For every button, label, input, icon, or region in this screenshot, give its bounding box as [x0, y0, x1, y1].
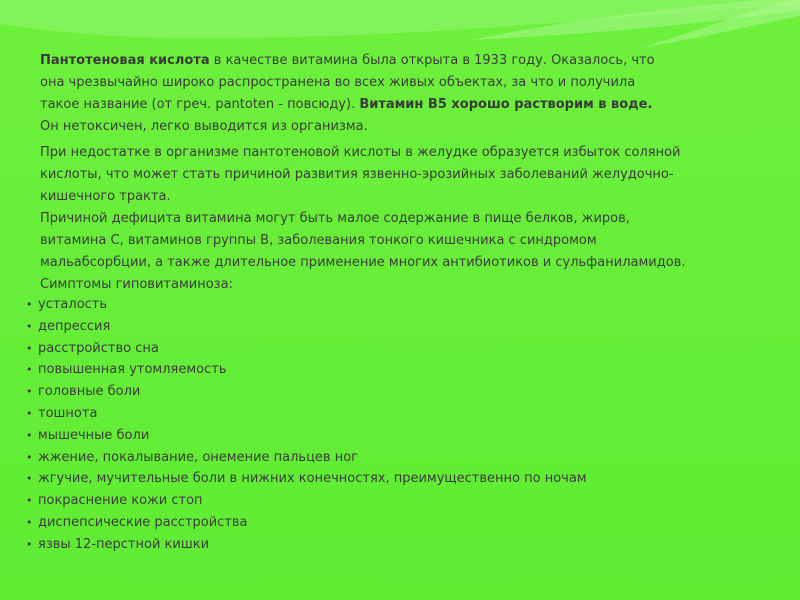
list-item	[26, 534, 587, 556]
list-item	[26, 490, 587, 512]
bullet-icon: •	[26, 428, 33, 442]
intro-line-3	[40, 94, 760, 116]
list-item-text: головные боли	[38, 384, 141, 400]
deficiency-line: При недостатке в организме пантотеновой кислоты в желудке образуется избыток соляной	[40, 145, 681, 160]
deficiency-line: витамина С, витаминов группы В, заболевания тонкого кишечника с синдромом	[40, 233, 597, 248]
intro-line-2: она чрезвычайно широко распространена во всех живых объектах, за что и получила	[40, 75, 636, 90]
list-item-text: жгучие, мучительные боли в нижних конечностях, преимущественно по ночам	[38, 471, 587, 487]
list-item	[26, 403, 587, 425]
list-item	[26, 338, 587, 360]
deficiency-line: кишечного тракта.	[40, 189, 171, 204]
list-item-text: расстройство сна	[38, 340, 159, 356]
bullet-icon: •	[26, 341, 33, 355]
list-item	[26, 316, 587, 338]
list-item	[26, 468, 587, 490]
bullet-icon: •	[26, 319, 33, 333]
bullet-icon: •	[26, 494, 33, 508]
bullet-icon: •	[26, 385, 33, 399]
symptoms-list	[26, 294, 587, 556]
list-item	[26, 381, 587, 403]
symptoms-heading: Симптомы гиповитаминоза:	[40, 277, 233, 292]
bullet-icon: •	[26, 472, 33, 486]
bullet-icon: •	[26, 363, 33, 377]
intro-paragraph	[40, 50, 760, 138]
bullet-icon: •	[26, 298, 33, 311]
list-item	[26, 447, 587, 469]
list-item-text: язвы 12-перстной кишки	[38, 536, 210, 552]
bullet-icon: •	[26, 406, 33, 420]
intro-line-4: Он нетоксичен, легко выводится из организма.	[40, 119, 368, 134]
list-item-text: мышечные боли	[38, 427, 150, 443]
deficiency-paragraph	[40, 142, 778, 296]
intro-b5-bold: Витамин B5 хорошо растворим в воде.	[359, 97, 653, 112]
list-item-text: усталость	[38, 297, 108, 312]
list-item-text: повышенная утомляемость	[38, 362, 227, 378]
list-item	[26, 512, 587, 534]
list-item-text: депрессия	[38, 318, 111, 334]
list-item	[26, 425, 587, 447]
bullet-icon: •	[26, 450, 33, 464]
bullet-icon: •	[26, 537, 33, 551]
deficiency-line: Причиной дефицита витамина могут быть малое содержание в пище белков, жиров,	[40, 211, 630, 226]
intro-line-1	[40, 50, 760, 72]
deficiency-line: кислоты, что может стать причиной развития язвенно-эрозийных заболеваний желудочно-	[40, 167, 674, 182]
intro-line-3-text: такое название (от греч. pantoten - повсюду).	[40, 97, 360, 112]
bullet-icon: •	[26, 515, 33, 529]
list-item-text: покраснение кожи стоп	[38, 493, 203, 509]
list-item	[26, 294, 587, 316]
intro-line-1-text: в качестве витамина была открыта в 1933 году. Оказалось, что	[209, 53, 655, 68]
deficiency-line: мальабсорбции, а также длительное применение многих антибиотиков и сульфаниламидов.	[40, 255, 686, 270]
intro-term-bold: Пантотеновая кислота	[40, 53, 210, 68]
list-item-text: диспепсические расстройства	[38, 514, 248, 530]
list-item	[26, 359, 587, 381]
list-item-text: тошнота	[38, 405, 98, 421]
list-item-text: жжение, покалывание, онемение пальцев ног	[38, 449, 359, 465]
